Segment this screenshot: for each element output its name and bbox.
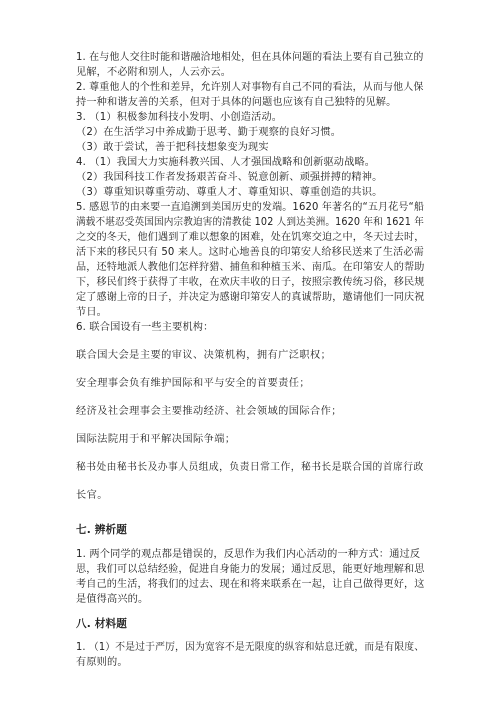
text-line: （2）我国科技工作者发扬艰苦奋斗、锐意创新、顽强拼搏的精神。	[76, 172, 383, 183]
text-line: 品，还特地派人教他们怎样狩猎、捕鱼和种植玉米、南瓜。在印第安人的帮助	[76, 262, 425, 273]
text-line: 国际法院用于和平解决国际争端；	[76, 434, 236, 445]
text-line: 满载不堪忍受英国国内宗教迫害的清教徒 102 人到达美洲。1620 年和 1621 年	[76, 217, 425, 228]
text-line: 秘书处由秘书长及办事人员组成，负责日常工作，秘书长是联合国的首席行政	[76, 462, 424, 473]
text-line: 有原则的。	[76, 657, 128, 668]
text-line: 1. 两个同学的观点都是错误的，反思作为我们内心活动的一种方式：通过反	[76, 549, 421, 560]
text-line: 4. （1）我国大力实施科教兴国、人才强国战略和创新驱动战略。	[76, 157, 376, 168]
section-heading: 七. 辨析题	[76, 524, 127, 536]
section-heading: 八. 材料题	[76, 618, 127, 630]
text-line: 考自己的生活，将我们的过去、现在和将来联系在一起，让自己做得更好，这	[76, 579, 425, 590]
text-line: 活下来的移民只有 50 来人。这时心地善良的印第安人给移民送来了生活必需	[76, 247, 424, 258]
text-line: 思，我们可以总结经验，促进自身能力的发展；通过反思，能更好地理解和思	[76, 564, 425, 575]
text-line: 2. 尊重他人的个性和差异，允许别人对事物有自己不同的看法，从而与他人保	[76, 82, 424, 93]
text-line: （3）尊重知识尊重劳动、尊重人才、尊重知识、尊重创造的共识。	[76, 187, 383, 198]
text-line: 之交的冬天，他们遇到了难以想象的困难，处在饥寒交迫之中，冬天过去时，	[76, 232, 425, 243]
text-line: 见解，不必附和别人，人云亦云。	[76, 67, 232, 78]
text-line: 是值得高兴的。	[76, 594, 149, 605]
text-line: 下，移民们终于获得了丰收，在欢庆丰收的日子，按照宗教传统习俗，移民规	[76, 277, 425, 288]
text-line: （2）在生活学习中养成勤于思考、勤于观察的良好习惯。	[76, 127, 342, 138]
text-line: 3. （1）积极参加科技小发明、小创造活动。	[76, 112, 283, 123]
text-line: 安全理事会负有维护国际和平与安全的首要责任；	[76, 378, 311, 389]
text-line: 6. 联合国设有一些主要机构：	[76, 322, 214, 333]
text-line: 持一种和谐友善的关系，但对于具体的问题也应该有自己独特的见解。	[76, 97, 397, 108]
text-line: 节日。	[76, 307, 108, 318]
text-line: 联合国大会是主要的审议、决策机构，拥有广泛职权；	[76, 350, 332, 361]
text-line: 长官。	[76, 490, 108, 501]
text-line: 经济及社会理事会主要推动经济、社会领域的国际合作；	[76, 406, 342, 417]
text-line: 定了感谢上帝的日子，并决定为感谢印第安人的真诚帮助，邀请他们一同庆祝	[76, 292, 425, 303]
text-line: 1. （1）不是过于严厉，因为宽容不是无限度的纵容和姑息迁就，而是有限度、	[76, 642, 425, 653]
text-line: 1. 在与他人交往时能和谐融洽地相处，但在具体问题的看法上要有自己独立的	[76, 52, 424, 63]
text-line: 5. 感恩节的由来要一直追溯到美国历史的发端。1620 年著名的“五月花号“船	[76, 202, 424, 213]
text-line: （3）敢于尝试，善于把科技想象变为现实	[76, 142, 269, 153]
